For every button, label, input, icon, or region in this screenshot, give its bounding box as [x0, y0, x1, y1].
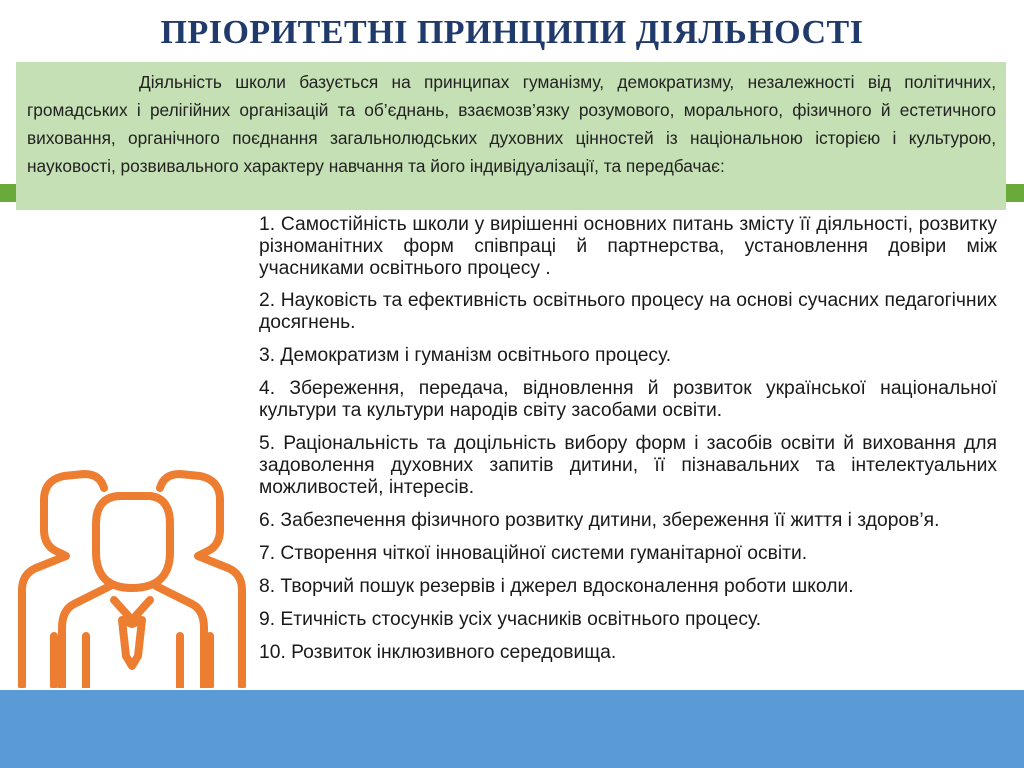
list-item: 3. Демократизм і гуманізм освітнього процесу. — [259, 345, 672, 366]
page-title: ПРІОРИТЕТНІ ПРИНЦИПИ ДІЯЛЬНОСТІ — [160, 14, 864, 51]
footer-bar — [0, 690, 1024, 768]
intro-paragraph: Діяльність школи базується на принципах гуманізму, демократизму, незалежності від політичних, громадських і релігійних організацій та об’єднань, взаємозв’язку розумового, морального, фізичного й естетичного виховання, органічного поєднання загальнолюдських духовних цінностей із національною історією і культурою, науковості, розвивального характеру навчання та його індивідуалізації, та передбачає: — [16, 62, 1006, 210]
principles-list — [259, 214, 997, 675]
list-item: 2. Науковість та ефективність освітнього процесу на основі сучасних педагогічних досягнень. — [259, 290, 997, 333]
list-item: 8. Творчий пошук резервів і джерел вдосконалення роботи школи. — [259, 576, 854, 597]
list-item: 10. Розвиток інклюзивного середовища. — [259, 642, 617, 663]
list-item: 9. Етичність стосунків усіх учасників освітнього процесу. — [259, 609, 762, 630]
people-group-icon — [14, 460, 250, 688]
list-item: 4. Збереження, передача, відновлення й розвиток української національної культури та культури народів світу засобами освіти. — [259, 378, 997, 421]
tie — [114, 600, 150, 666]
center-person-head — [96, 496, 170, 588]
list-item: 1. Самостійність школи у вирішенні основних питань змісту її діяльності, розвитку різноманітних форм співпраці й партнерства, установлення довіри між учасниками освітнього процесу . — [259, 214, 997, 279]
list-item: 6. Забезпечення фізичного розвитку дитини, збереження її життя і здоров’я. — [259, 510, 940, 531]
accent-bar-right — [1004, 184, 1024, 202]
list-item: 5. Раціональність та доцільність вибору форм і засобів освіти й виховання для задоволення духовних запитів дитини, її пізнавальних та інтелектуальних можливостей, інтересів. — [259, 433, 997, 498]
list-item: 7. Створення чіткої інноваційної системи гуманітарної освіти. — [259, 543, 808, 564]
